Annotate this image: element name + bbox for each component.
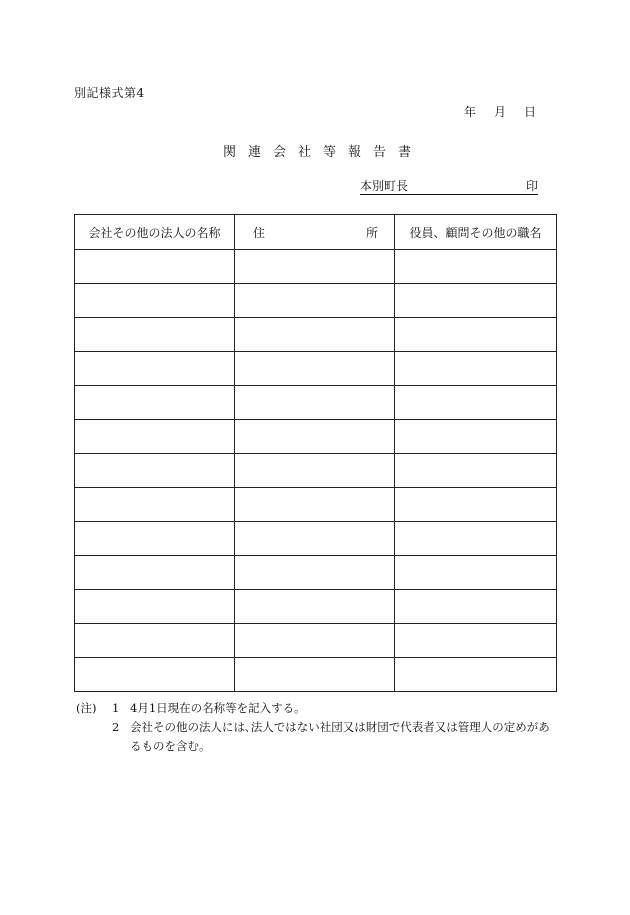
date-month-label: 月 — [493, 105, 506, 119]
name-cell — [75, 488, 235, 522]
table-row — [75, 352, 557, 386]
report-table — [74, 214, 557, 692]
position-cell — [395, 318, 557, 352]
table-row — [75, 250, 557, 284]
table-header-row — [75, 215, 557, 250]
header-position: 役員、顧問その他の職名 — [395, 215, 557, 250]
document-title: 関連会社等報告書 — [222, 145, 423, 160]
form-number: 別記様式第4 — [74, 86, 145, 100]
table-row — [75, 284, 557, 318]
name-cell — [75, 318, 235, 352]
note-row — [76, 699, 556, 718]
table-row — [75, 624, 557, 658]
table-row — [75, 454, 557, 488]
note-number: 1 — [112, 701, 120, 715]
note-number: 2 — [112, 720, 120, 734]
address-cell — [235, 556, 395, 590]
notes-lead: (注) — [76, 701, 97, 715]
table-row — [75, 658, 557, 692]
note-text: 4月1日現在の名称等を記入する。 — [130, 701, 306, 715]
seal-mark: 印 — [525, 179, 538, 193]
address-cell — [235, 420, 395, 454]
table-row — [75, 386, 557, 420]
name-cell — [75, 658, 235, 692]
position-cell — [395, 284, 557, 318]
date-year-label: 年 — [463, 105, 476, 119]
table-row — [75, 590, 557, 624]
address-cell — [235, 352, 395, 386]
table-row — [75, 420, 557, 454]
position-cell — [395, 556, 557, 590]
header-address-left: 住 — [253, 225, 266, 240]
position-cell — [395, 590, 557, 624]
header-address — [235, 215, 395, 250]
name-cell — [75, 522, 235, 556]
position-cell — [395, 420, 557, 454]
signature-line — [360, 179, 538, 195]
address-cell — [235, 454, 395, 488]
address-cell — [235, 624, 395, 658]
name-cell — [75, 250, 235, 284]
address-cell — [235, 250, 395, 284]
address-cell — [235, 658, 395, 692]
position-cell — [395, 522, 557, 556]
table-row — [75, 522, 557, 556]
address-cell — [235, 318, 395, 352]
address-cell — [235, 522, 395, 556]
notes — [76, 699, 556, 756]
name-cell — [75, 454, 235, 488]
address-cell — [235, 284, 395, 318]
position-cell — [395, 658, 557, 692]
name-cell — [75, 590, 235, 624]
position-cell — [395, 624, 557, 658]
signature-office: 本別町長 — [360, 179, 409, 193]
table-body — [75, 250, 557, 692]
table-row — [75, 318, 557, 352]
table-row — [75, 488, 557, 522]
date-day-label: 日 — [523, 105, 536, 119]
table-row — [75, 556, 557, 590]
name-cell — [75, 420, 235, 454]
position-cell — [395, 386, 557, 420]
position-cell — [395, 454, 557, 488]
note-text: 会社その他の法人には､法人ではない社団又は財団で代表者又は管理人の定めがあるものを含む｡ — [130, 720, 550, 753]
name-cell — [75, 352, 235, 386]
name-cell — [75, 556, 235, 590]
address-cell — [235, 488, 395, 522]
header-name: 会社その他の法人の名称 — [75, 215, 235, 250]
name-cell — [75, 386, 235, 420]
address-cell — [235, 386, 395, 420]
position-cell — [395, 352, 557, 386]
address-cell — [235, 590, 395, 624]
header-address-right: 所 — [365, 225, 378, 240]
name-cell — [75, 624, 235, 658]
position-cell — [395, 250, 557, 284]
note-row — [76, 718, 556, 756]
name-cell — [75, 284, 235, 318]
position-cell — [395, 488, 557, 522]
date-line — [464, 103, 536, 120]
